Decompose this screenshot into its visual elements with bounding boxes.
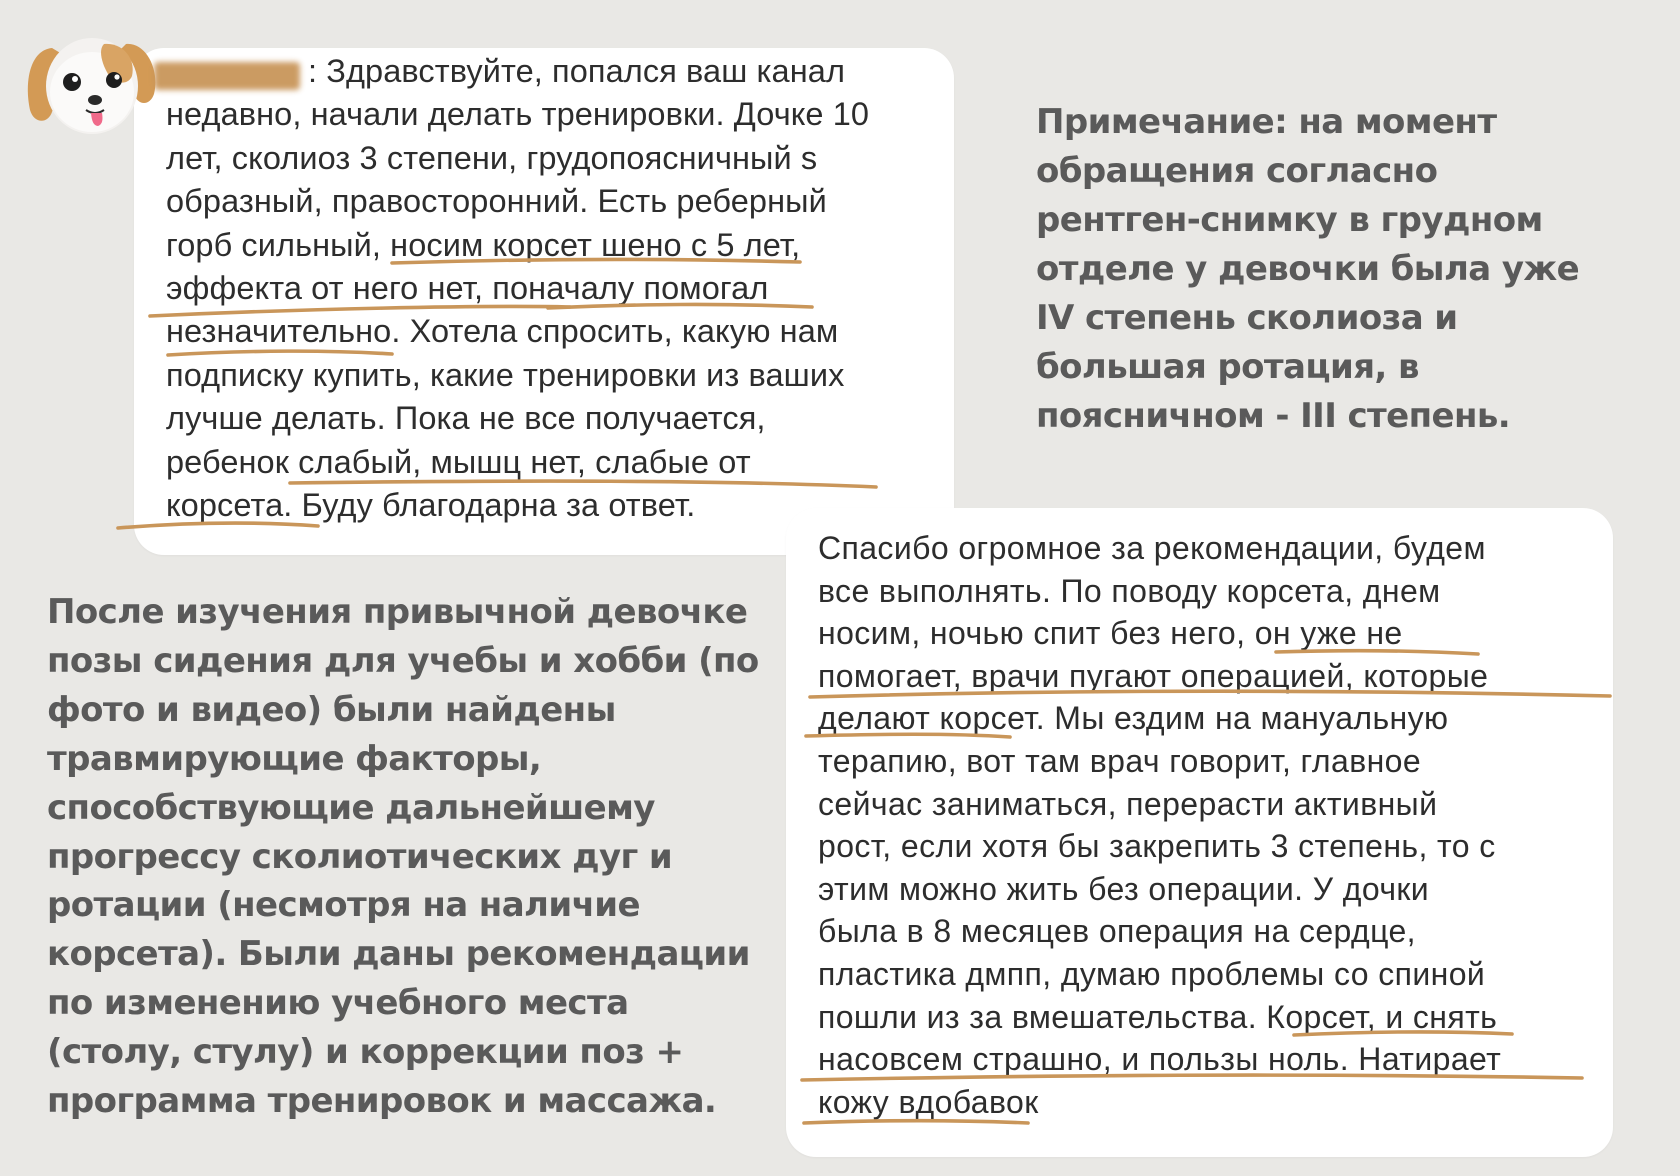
note-line: (столу, стулу) и коррекции поз + <box>47 1032 684 1073</box>
message-line: пошли из за вмешательства. Корсет, и снять <box>818 998 1498 1035</box>
note-line: прогрессу сколиотических дуг и <box>47 836 673 877</box>
message-line: : Здравствуйте, попался ваш канал <box>308 53 846 89</box>
note-line: обращения согласно <box>1036 151 1438 191</box>
message-line: пластика дмпп, думаю проблемы со спиной <box>818 955 1486 992</box>
message-line: сейчас заниматься, перерасти активный <box>818 785 1438 822</box>
message-line: носим, ночью спит без него, он уже не <box>818 615 1403 652</box>
note-line: фото и видео) были найдены <box>47 689 616 730</box>
note-line: по изменению учебного места <box>47 983 629 1024</box>
message-line: насовсем страшно, и пользы ноль. Натирает <box>818 1041 1502 1078</box>
message-line: делают корсет. Мы ездим на мануальную <box>818 700 1449 737</box>
message-line: кожу вдобавок <box>818 1083 1039 1120</box>
message-line: эффекта от него нет, поначалу помогал <box>166 269 769 306</box>
message-line: лет, сколиоз 3 степени, грудопоясничный s <box>166 139 818 176</box>
message-line: этим можно жить без операции. У дочки <box>818 870 1430 907</box>
note-line: программа тренировок и массажа. <box>47 1081 717 1122</box>
message-line: терапию, вот там врач говорит, главное <box>818 742 1422 779</box>
note-left <box>47 588 759 1126</box>
message-line: подписку купить, какие тренировки из ваших <box>166 356 845 393</box>
message-line: была в 8 месяцев операция на сердце, <box>818 913 1416 950</box>
message-line: лучше делать. Пока не все получается, <box>166 400 766 437</box>
note-line: рентген-снимку в грудном <box>1036 200 1543 240</box>
message-line: недавно, начали делать тренировки. Дочке 10 <box>166 96 870 133</box>
note-line: IV степень сколиоза и <box>1036 298 1458 338</box>
note-line: большая ротация, в <box>1036 347 1419 387</box>
message-line: незначительно. Хотела спросить, какую нам <box>166 313 839 350</box>
note-line: корсета). Были даны рекомендации <box>47 934 750 975</box>
note-line: способствующие дальнейшему <box>47 787 655 828</box>
puppy-face-icon <box>22 20 162 140</box>
message-line: ребенок слабый, мышц нет, слабые от <box>166 443 751 480</box>
message-text-top <box>166 50 869 527</box>
message-line: горб сильный, носим корсет шено с 5 лет, <box>166 226 801 263</box>
message-line: помогает, врачи пугают операцией, которые <box>818 657 1489 694</box>
note-line: травмирующие факторы, <box>47 738 542 779</box>
note-line: Примечание: на момент <box>1036 102 1497 142</box>
message-line: корсета. Буду благодарна за ответ. <box>166 486 696 523</box>
message-line: Спасибо огромное за рекомендации, будем <box>818 530 1486 566</box>
message-line: рост, если хотя бы закрепить 3 степень, то с <box>818 828 1496 865</box>
note-right <box>1036 98 1579 441</box>
note-line: После изучения привычной девочке <box>47 592 748 632</box>
message-line: все выполнять. По поводу корсета, днем <box>818 572 1441 609</box>
message-line: образный, правосторонний. Есть реберный <box>166 183 827 220</box>
message-text-bottom <box>818 527 1501 1123</box>
note-line: ротации (несмотря на наличие <box>47 885 640 926</box>
note-line: позы сидения для учебы и хобби (по <box>47 640 759 681</box>
note-line: поясничном - III степень. <box>1036 396 1511 436</box>
note-line: отделе у девочки была уже <box>1036 249 1580 289</box>
